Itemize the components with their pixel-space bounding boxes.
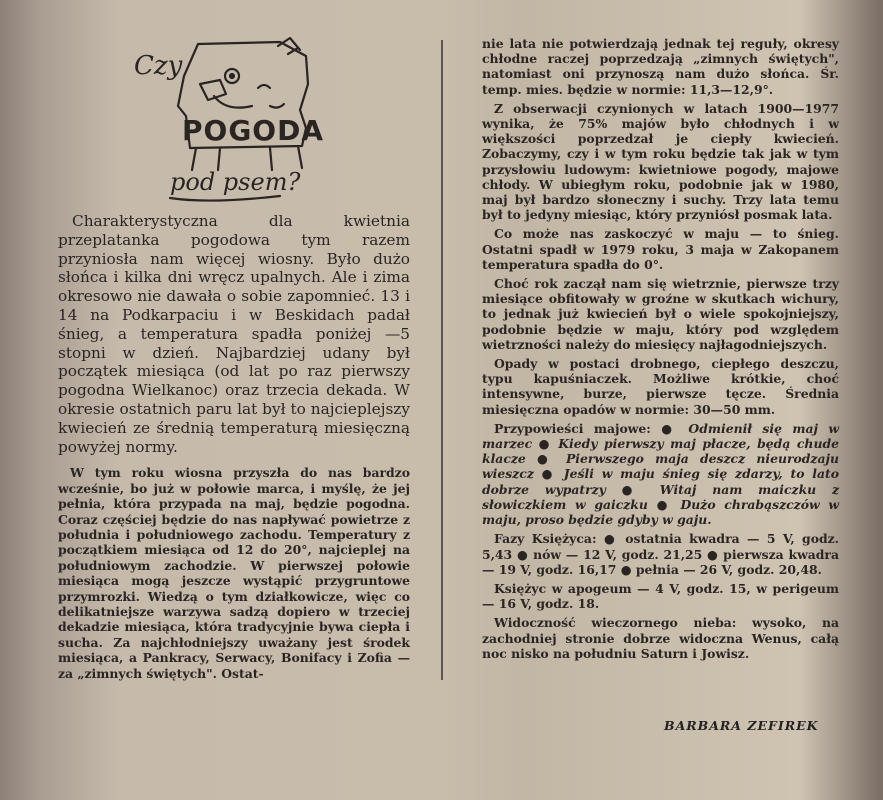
sky-visibility-paragraph: Widoczność wieczornego nieba: wysoko, na zachodniej stronie dobrze widoczna Wenus, całą noc nisko na południu Saturn i Jowisz. [482,615,839,661]
proverbs-text: ● Odmienił się maj w marzec ● Kiedy pierwszy maj płacze, będą chude klacze ● Pierwszego maja deszcz nieurodzaju wieszcz ● Jeśli w maju śnieg się zdarzy, to lato dobrze wypatrzy ● Witaj nam maiczku z słowiczkiem w gaiczku ● Dużo chrabąszczów w maju, proso będzie gdyby w gaju. [482,420,839,528]
moon-phases-text: ● ostatnia kwadra — 5 V, godz. 5,43 ● nów — 12 V, godz. 21,25 ● pierwsza kwadra — 19 V, godz. 16,17 ● pełnia — 26 V, godz. 20,48. [482,531,839,577]
moon-phases-label: Fazy Księżyca: [494,531,597,547]
right-paragraph-5: Opady w postaci drobnego, ciepłego deszczu, typu kapuśniaczek. Możliwe krótkie, choć intensywne, burze, pierwsze tęcze. Średnia miesięczna opadów w normie: 30—50 mm. [482,356,839,417]
right-paragraph-4: Choć rok zaczął nam się wietrznie, pierwsze trzy miesiące obfitowały w groźne w skutkach wichury, to jednak już kwiecień był o wiele spokojniejszy, podobnie będzie w maju, który pod względem wietrzności należy do miesięcy najłagodniejszych. [482,276,839,352]
pogoda-logo [130,36,330,206]
right-column [482,36,839,665]
right-paragraph-3: Co może nas zaskoczyć w maju — to śnieg. Ostatni spadł w 1979 roku, 3 maja w Zakopanem temperatura spadła do 0°. [482,226,839,272]
left-column [58,212,410,690]
moon-phases-paragraph [482,531,839,577]
column-divider [441,40,443,680]
author-signature: BARBARA ZEFIREK [664,718,819,733]
logo-top-text: Czy [134,51,183,81]
left-paragraph-forecast: W tym roku wiosna przyszła do nas bardzo wcześnie, bo już w połowie marca, i myślę, że jej pełnia, która przypada na maj, będzie pogodna. Coraz częściej będzie do nas napływać powietrze z południa i południowego zachodu. Temperatury z początkiem miesiąca od 12 do 20°, najcieplej na południowym zachodzie. W pierwszej połowie miesiąca mogą jeszcze wystąpić przygruntowe przymrozki. Wiedzą o tym działkowicze, więc co delikatniejsze warzywa sadzą dopiero w trzeciej dekadzie miesiąca, która tradycyjnie bywa ciepła i sucha. Za najchłodniejszy uważany jest środek miesiąca, a Pankracy, Serwacy, Bonifacy i Zofia — za „zimnych świętych". Ostat- [58,465,410,681]
left-paragraph-intro: Charakterystyczna dla kwietnia przeplatanka pogodowa tym razem przyniosła nam więcej wiosny. Było dużo słońca i kilka dni wręcz upalnych. Ale i zima okresowo nie dawała o sobie zapomnieć. 13 i 14 na Podkarpaciu i w Beskidach padał śnieg, a temperatura spadła poniżej —5 stopni w dzień. Najbardziej udany był początek miesiąca (od lat po raz pierwszy pogodna Wielkanoc) oraz trzecia dekada. W okresie ostatnich paru lat był to najcieplejszy kwiecień ze średnią temperaturą miesięczną powyżej normy. [58,212,410,456]
right-paragraph-2: Z obserwacji czynionych w latach 1900—1977 wynika, że 75% majów było chłodnych i w większości poprzedzał je ciepły kwiecień. Zobaczymy, czy i w tym roku będzie tak jak w tym przysłowiu ludowym: kwietniowe pogody, majowe chłody. W ubiegłym roku, podobnie jak w 1980, maj był bardzo słoneczny i suchy. Trzy lata temu był to jedyny miesiąc, który przyniósł posmak lata. [482,100,839,223]
apogee-paragraph: Księżyc w apogeum — 4 V, godz. 15, w perigeum — 16 V, godz. 18. [482,580,839,612]
proverbs-paragraph [482,421,839,527]
proverbs-label: Przypowieści majowe: [494,420,651,436]
logo-main-text: POGODA [182,114,325,147]
right-paragraph-1: nie lata nie potwierdzają jednak tej reguły, okresy chłodne raczej poprzedzają „zimnych świętych", natomiast oni przynoszą nam dużo słońca. Śr. temp. mies. będzie w normie: 11,3—12,9°. [482,36,839,97]
logo-bottom-text: pod psem? [170,168,301,196]
